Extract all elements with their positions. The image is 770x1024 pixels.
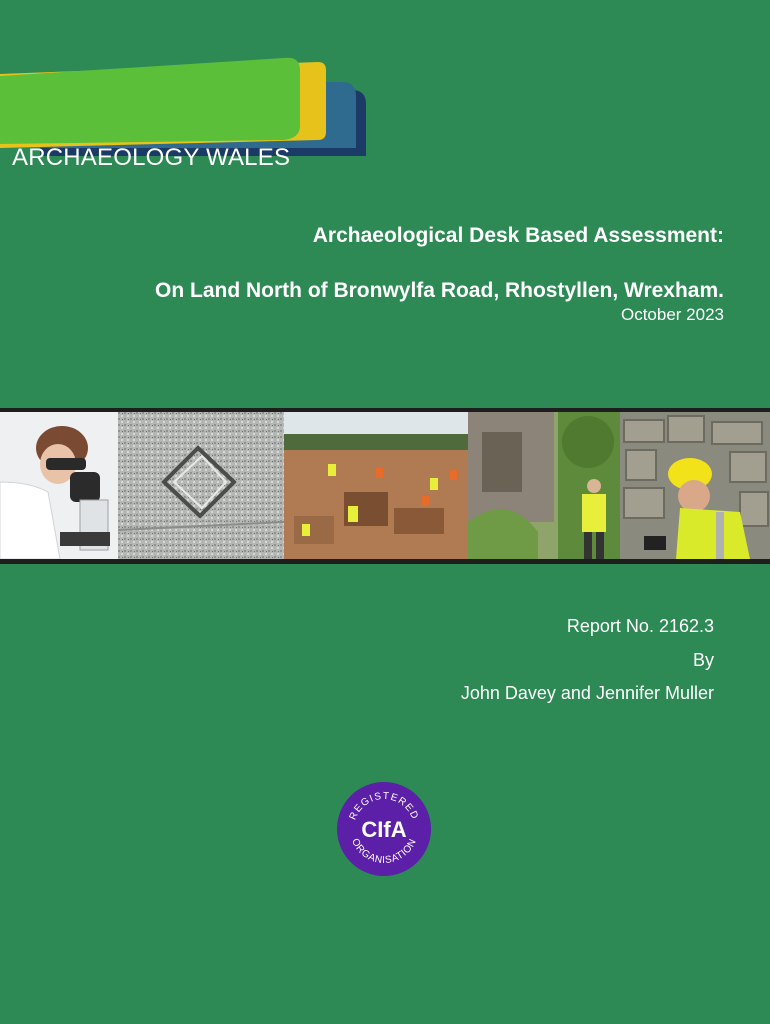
- overgrown-building-photo: [468, 412, 620, 559]
- report-date: October 2023: [620, 305, 724, 324]
- report-by: By: [692, 650, 714, 670]
- microscope-photo: [0, 412, 118, 559]
- report-number: Report No. 2162.3: [566, 616, 714, 636]
- stone-wall-worker-photo: [620, 412, 770, 559]
- logo-text: ARCHAEOLOGY WALES: [12, 144, 291, 171]
- cifa-text: CIfA: [361, 817, 407, 842]
- archaeology-wales-logo: [0, 52, 370, 171]
- svg-text:ORGANISATION: ORGANISATION: [349, 836, 419, 867]
- geophysics-survey-photo: [118, 412, 284, 559]
- svg-text:REGISTERED: REGISTERED: [347, 790, 421, 822]
- report-title: Archaeological Desk Based Assessment:: [312, 224, 724, 247]
- excavation-site-photo: [284, 412, 468, 559]
- cifa-registered-badge: [336, 781, 432, 877]
- photo-strip: [0, 408, 770, 564]
- report-subtitle: On Land North of Bronwylfa Road, Rhostyllen, Wrexham.: [155, 279, 724, 302]
- report-authors: John Davey and Jennifer Muller: [460, 683, 714, 703]
